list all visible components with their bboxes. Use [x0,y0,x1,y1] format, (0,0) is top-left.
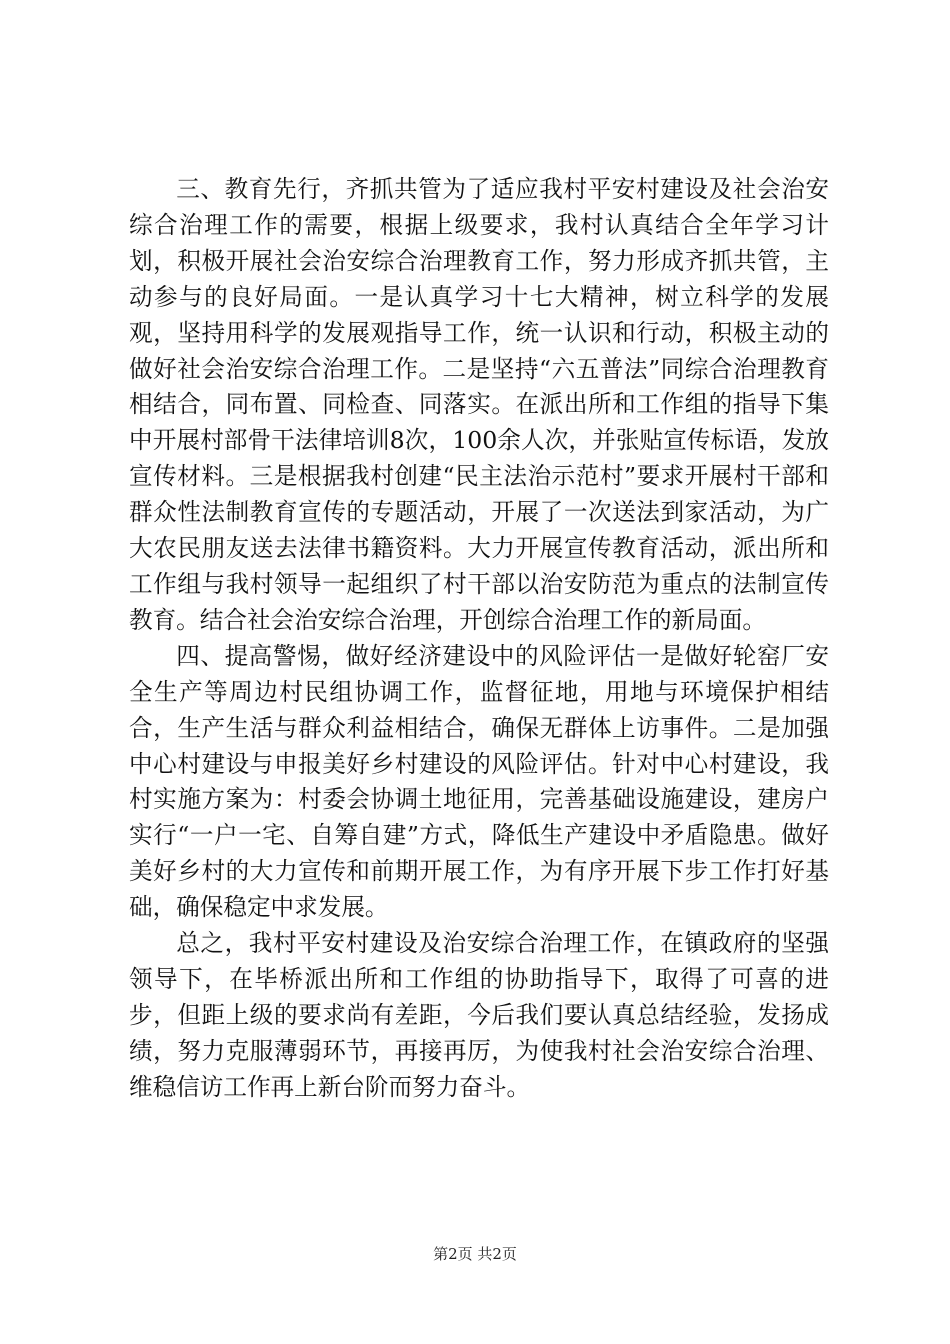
document-body [129,172,829,1106]
paragraph-risk-assessment: 四、提高警惕，做好经济建设中的风险评估一是做好轮窑厂安全生产等周边村民组协调工作，监督征地，用地与环境保护相结合，生产生活与群众利益相结合，确保无群体上访事件。二是加强中心村建设与申报美好乡村建设的风险评估。针对中心村建设，我村实施方案为：村委会协调土地征用，完善基础设施建设，建房户实行“一户一宅、自筹自建”方式，降低生产建设中矛盾隐患。做好美好乡村的大力宣传和前期开展工作，为有序开展下步工作打好基础，确保稳定中求发展。 [129,641,829,922]
page-number-footer: 第2页 共2页 [433,1245,517,1263]
paragraph-conclusion: 总之，我村平安村建设及治安综合治理工作，在镇政府的坚强领导下，在毕桥派出所和工作组的协助指导下，取得了可喜的进步，但距上级的要求尚有差距，今后我们要认真总结经验，发扬成绩，努力克服薄弱环节，再接再厉，为使我村社会治安综合治理、维稳信访工作再上新台阶而努力奋斗。 [129,929,829,1101]
paragraph-education: 三、教育先行，齐抓共管为了适应我村平安村建设及社会治安综合治理工作的需要，根据上级要求，我村认真结合全年学习计划，积极开展社会治安综合治理教育工作，努力形成齐抓共管，主动参与的良好局面。一是认真学习十七大精神，树立科学的发展观，坚持用科学的发展观指导工作，统一认识和行动，积极主动的做好社会治安综合治理工作。二是坚持“六五普法”同综合治理教育相结合，同布置、同检查、同落实。在派出所和工作组的指导下集中开展村部骨干法律培训8次，100余人次，并张贴宣传标语，发放宣传材料。三是根据我村创建“民主法治示范村”要求开展村干部和群众性法制教育宣传的专题活动，开展了一次送法到家活动，为广大农民朋友送去法律书籍资料。大力开展宣传教育活动，派出所和工作组与我村领导一起组织了村干部以治安防范为重点的法制宣传教育。结合社会治安综合治理，开创综合治理工作的新局面。 [129,175,829,634]
